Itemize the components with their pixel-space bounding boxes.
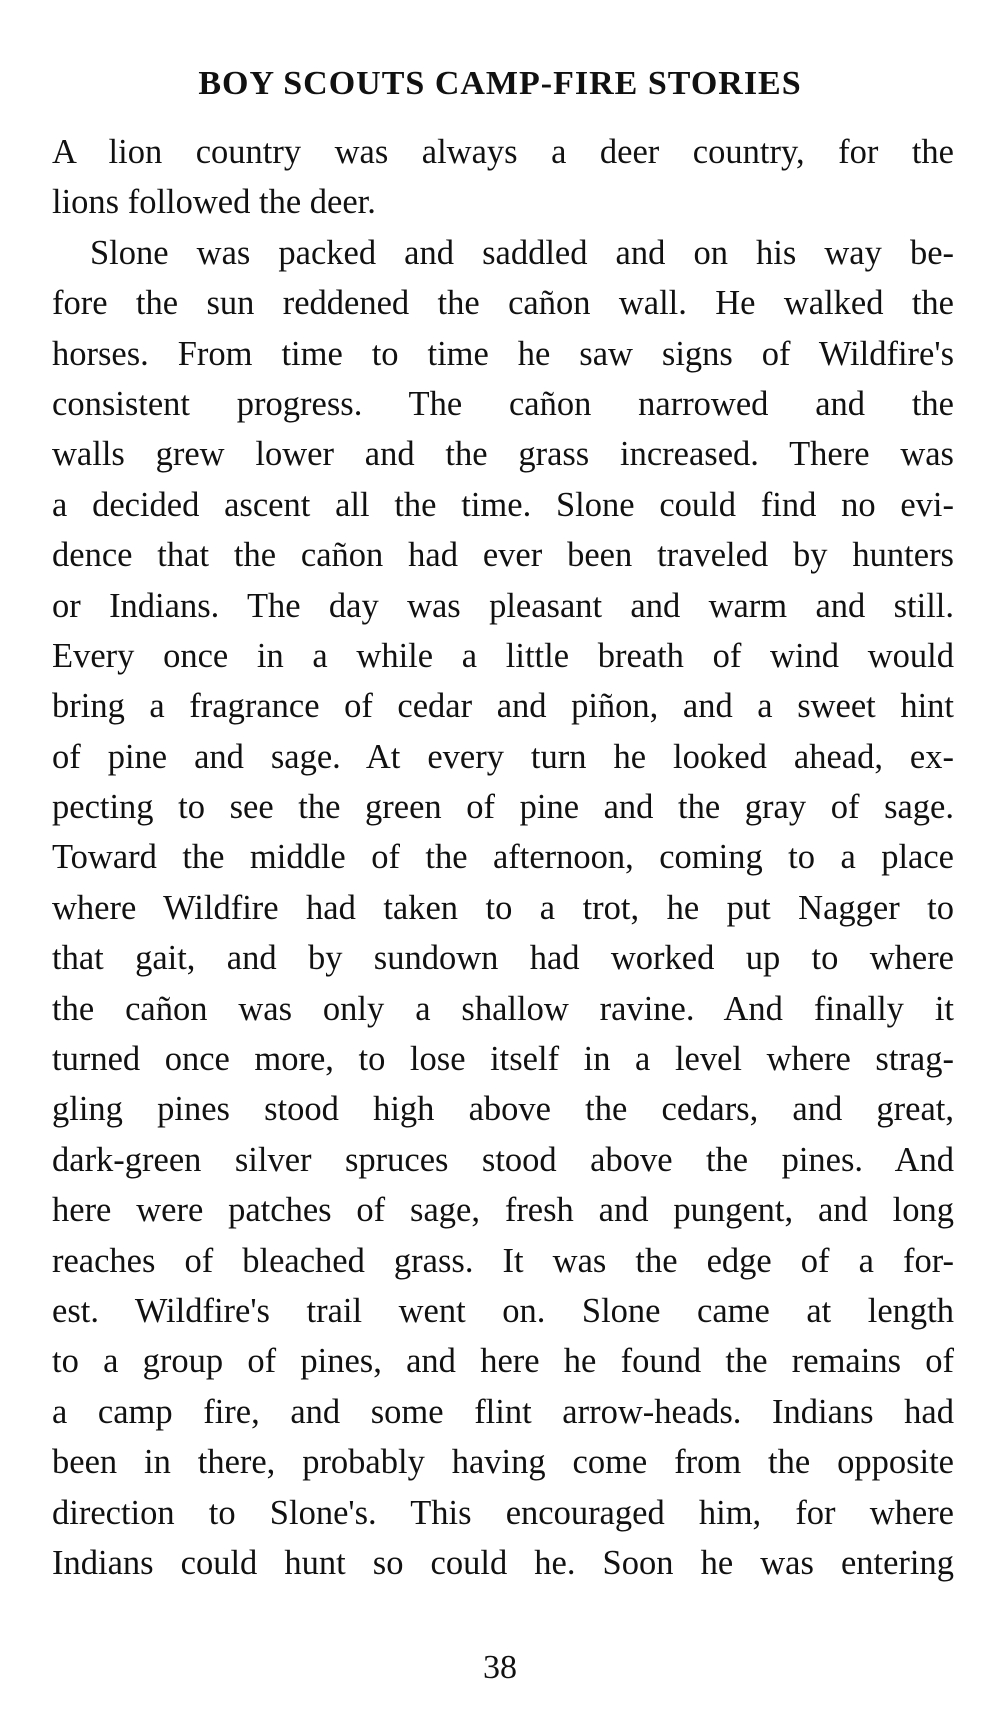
text-line: here were patches of sage, fresh and pungent, and long <box>52 1191 954 1230</box>
text-line: lions followed the deer. <box>52 183 376 222</box>
text-line: Every once in a while a little breath of wind would <box>52 636 954 675</box>
page-number: 38 <box>483 1649 517 1686</box>
text-line: or Indians. The day was pleasant and warm and still. <box>52 586 954 625</box>
text-line: consistent progress. The cañon narrowed and the <box>52 384 954 423</box>
text-line: the cañon was only a shallow ravine. And finally it <box>52 989 954 1028</box>
text-line: direction to Slone's. This encouraged him, for where <box>52 1493 954 1532</box>
text-line: A lion country was always a deer country, for the <box>52 133 954 171</box>
text-line: to a group of pines, and here he found the remains of <box>52 1342 954 1381</box>
body-text <box>52 127 954 1588</box>
text-line: walls grew lower and the grass increased. There was <box>52 435 954 474</box>
text-line: dence that the cañon had ever been traveled by hunters <box>52 536 954 575</box>
text-line: been in there, probably having come from the opposite <box>52 1443 954 1482</box>
text-line: Indians could hunt so could he. Soon he was entering <box>52 1543 954 1582</box>
text-line: of pine and sage. At every turn he looked ahead, ex- <box>52 737 954 776</box>
text-line: bring a fragrance of cedar and piñon, and a sweet hint <box>52 687 954 726</box>
text-line: turned once more, to lose itself in a level where strag- <box>52 1040 954 1079</box>
text-line: dark-green silver spruces stood above the pines. And <box>52 1140 954 1179</box>
text-line: a camp fire, and some flint arrow-heads. Indians had <box>52 1392 954 1431</box>
text-line: a decided ascent all the time. Slone could find no evi- <box>52 485 954 524</box>
text-line: Toward the middle of the afternoon, coming to a place <box>52 838 954 877</box>
text-line: fore the sun reddened the cañon wall. He walked the <box>52 284 954 323</box>
running-head: BOY SCOUTS CAMP-FIRE STORIES <box>198 65 802 102</box>
text-line: horses. From time to time he saw signs of Wildfire's <box>52 334 954 373</box>
text-line: pecting to see the green of pine and the gray of sage. <box>52 788 954 827</box>
text-line: est. Wildfire's trail went on. Slone came at length <box>52 1291 954 1330</box>
text-line: gling pines stood high above the cedars, and great, <box>52 1090 954 1129</box>
text-line: Slone was packed and saddled and on his way be- <box>90 233 954 272</box>
text-line: reaches of bleached grass. It was the edge of a for- <box>52 1241 954 1280</box>
text-line: where Wildfire had taken to a trot, he put Nagger to <box>52 888 954 927</box>
text-line: that gait, and by sundown had worked up to where <box>52 939 954 978</box>
